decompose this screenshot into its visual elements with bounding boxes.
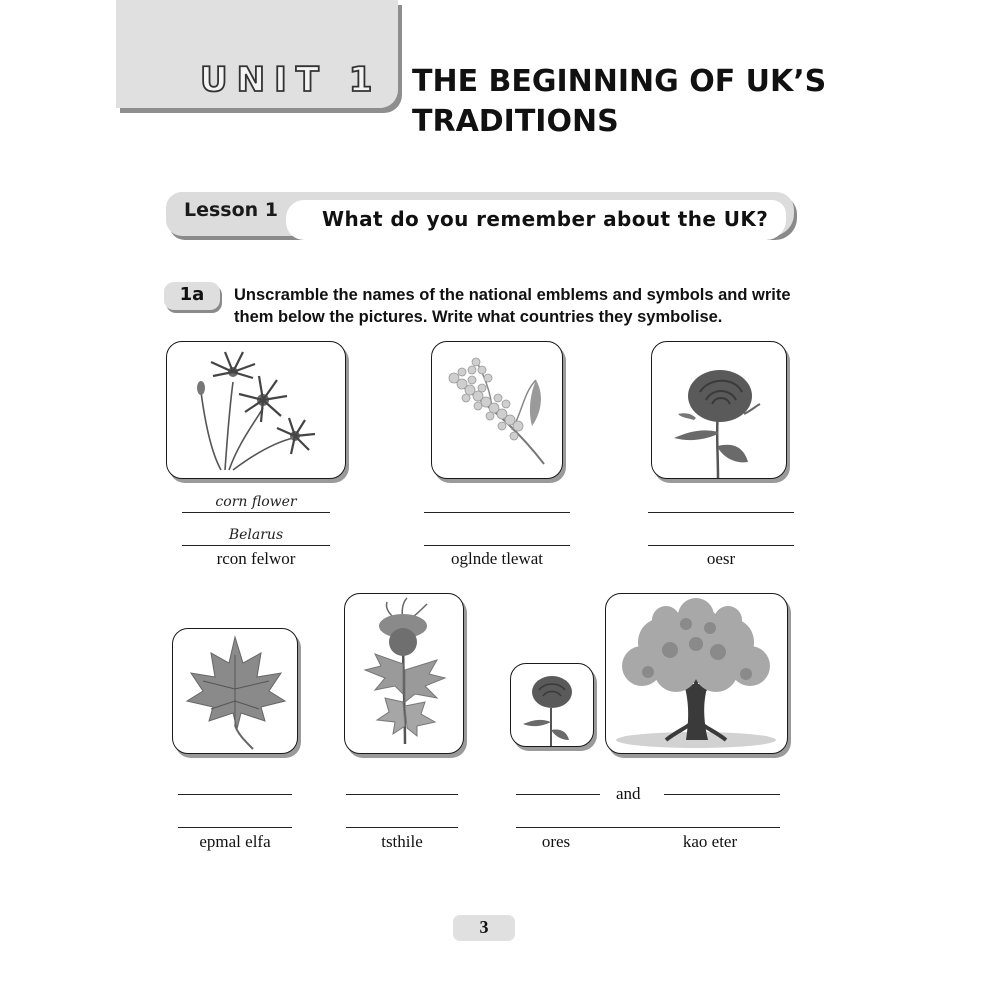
scrambled-word-4: epmal elfa — [199, 832, 271, 851]
mimosa-image — [431, 341, 563, 479]
unit-label: UNIT 1 — [200, 60, 382, 100]
cornflower-image — [166, 341, 346, 479]
lesson-label: Lesson 1 — [184, 199, 279, 221]
answer-line-country-2[interactable] — [424, 545, 570, 546]
answer-line-country-3[interactable] — [648, 545, 794, 546]
rose-image — [651, 341, 787, 479]
answer-name-1: corn flower — [215, 494, 297, 510]
scrambled-word-6: ores — [541, 832, 571, 851]
answer-line-name-2[interactable] — [424, 512, 570, 513]
answer-line-country-1[interactable] — [182, 545, 330, 546]
scrambled-word-5: tsthile — [381, 832, 423, 851]
unit-title-line1: THE BEGINNING OF UK’S — [412, 64, 827, 99]
lesson-title: What do you remember about the UK? — [322, 207, 769, 231]
small-rose-image — [510, 663, 594, 747]
answer-line-country-6-7[interactable] — [516, 827, 780, 828]
thistle-image — [344, 593, 464, 754]
task-number: 1a — [179, 284, 205, 305]
oak-tree-image — [605, 593, 788, 754]
answer-country-1: Belarus — [228, 527, 284, 543]
answer-line-name-5[interactable] — [346, 794, 458, 795]
answer-line-country-4[interactable] — [178, 827, 292, 828]
task-instruction: Unscramble the names of the national emblems and symbols and write them below the pictures. Write what countries they symbolise. — [234, 286, 791, 326]
unit-title-line2: TRADITIONS — [412, 104, 619, 139]
scrambled-word-2: oglnde tlewat — [450, 549, 544, 568]
scrambled-word-7: kao eter — [682, 832, 738, 851]
answer-line-name-6[interactable] — [516, 794, 600, 795]
connector-and: and — [616, 784, 641, 803]
answer-line-name-7[interactable] — [664, 794, 780, 795]
maple-leaf-image — [172, 628, 298, 754]
scrambled-word-3: oesr — [706, 549, 736, 568]
answer-line-name-3[interactable] — [648, 512, 794, 513]
answer-line-country-5[interactable] — [346, 827, 458, 828]
scrambled-word-1: rcon felwor — [216, 549, 296, 568]
answer-line-name-1[interactable] — [182, 512, 330, 513]
unit-title — [412, 62, 852, 142]
page-number: 3 — [479, 917, 489, 937]
answer-line-name-4[interactable] — [178, 794, 292, 795]
